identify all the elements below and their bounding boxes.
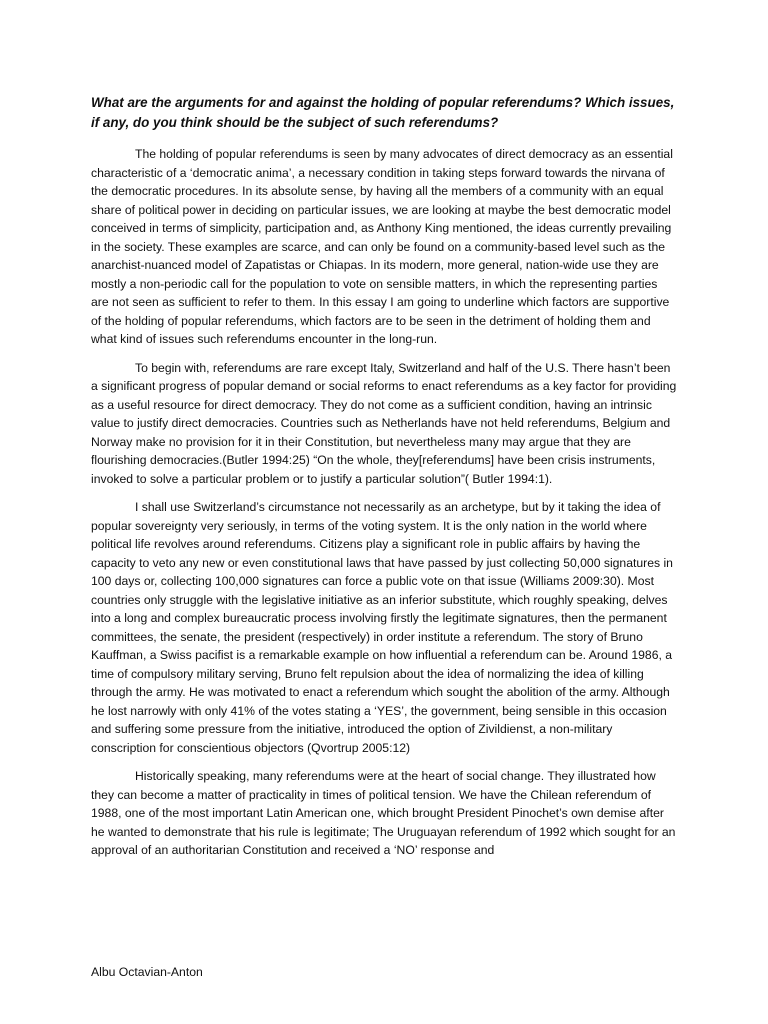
essay-question-heading: What are the arguments for and against the holding of popular referendums? Which issues, if any, do you think should be the subject of such referendums? xyxy=(91,95,675,130)
paragraph-introduction: The holding of popular referendums is seen by many advocates of direct democracy as an essential characteristic of a ‘democratic anima’, a necessary condition in taking steps forward towards the nirvana of the democratic procedures. In its absolute sense, by having all the members of a community with an equal share of political power in deciding on particular issues, we are looking at maybe the best democratic model conceived in terms of simplicity, participation and, as Anthony King mentioned, the ideas currently prevailing in the society. These examples are scarce, and can only be found on a community-based level such as the anarchist-nuanced model of Zapatistas or Chiapas. In its modern, more general, nation-wide use they are mostly a non-periodic call for the population to vote on sensible matters, in which the representing parties are not seen as sufficient to refer to them. In this essay I am going to underline which factors are supportive of the holding of popular referendums, which factors are to be seen in the detriment of holding them and what kind of issues such referendums encounter in the long-run. xyxy=(91,147,673,346)
paragraph-rarity-of-referendums: To begin with, referendums are rare except Italy, Switzerland and half of the U.S. There hasn’t been a significant progress of popular demand or social reforms to enact referendums as a key factor for providing as a useful resource for direct democracy. They do not come as a sufficient condition, having an intrinsic value to justify direct democracies. Countries such as Netherlands have not held referendums, Belgium and Norway make no provision for it in their Constitution, but nevertheless many may argue that they are flourishing democracies.(Butler 1994:25) “On the whole, they[referendums] have been crisis instruments, invoked to solve a particular problem or to justify a particular solution”( Butler 1994:1). xyxy=(91,360,677,486)
paragraph-historical-change: Historically speaking, many referendums were at the heart of social change. They illustrated how they can become a matter of practicality in times of political tension. We have the Chilean referendum of 1988, one of the most important Latin American one, which brought President Pinochet’s own demise after he wanted to demonstrate that his rule is legitimate; The Uruguayan referendum of 1992 which sought for an approval of an authoritarian Constitution and received a ‘NO’ response and xyxy=(91,769,676,857)
essay-body xyxy=(91,145,677,870)
paragraph-switzerland: I shall use Switzerland’s circumstance not necessarily as an archetype, but by it taking the idea of popular sovereignty very seriously, in terms of the voting system. It is the only nation in the world where political life revolves around referendums. Citizens play a significant role in public affairs by having the capacity to veto any new or even constitutional laws that have passed by just collecting 50,000 signatures in 100 days or, collecting 100,000 signatures can force a public vote on that issue (Williams 2009:30). Most countries only struggle with the legislative initiative as an inferior substitute, which roughly speaking, delves into a long and complex bureaucratic process involving firstly the legitimate signatures, then the permanent committees, the senate, the president (respectively) in order institute a referendum. The story of Bruno Kauffman, a Swiss pacifist is a remarkable example on how influential a referendum can be. Around 1986, a time of compulsory military serving, Bruno felt repulsion about the idea of normalizing the idea of killing through the army. He was motivated to enact a referendum which sought the abolition of the army. Although he lost narrowly with only 41% of the votes stating a ‘YES’, the government, being sensible in this occasion and suffering some pressure from the initiative, introduced the option of Zivildienst, a non-military conscription for conscientious objectors (Qvortrup 2005:12) xyxy=(91,500,673,755)
author-name: Albu Octavian-Anton xyxy=(91,965,203,979)
